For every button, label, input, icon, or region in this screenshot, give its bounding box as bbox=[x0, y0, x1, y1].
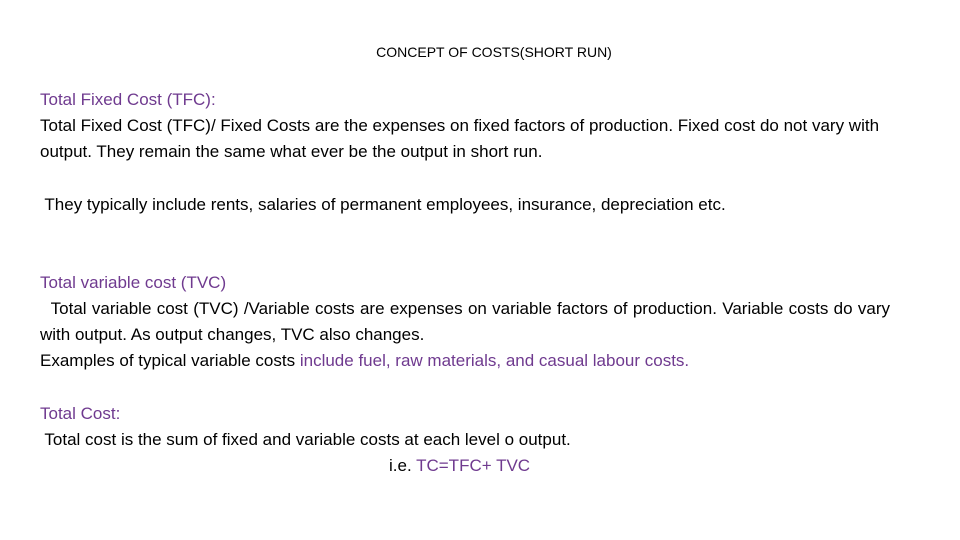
tvc-definition: Total variable cost (TVC) /Variable costs are expenses on variable factors of production. Variable costs do vary with output. As output changes, TVC also changes. bbox=[40, 299, 895, 344]
tvc-examples bbox=[40, 348, 890, 374]
tc-formula-line bbox=[40, 453, 890, 479]
tfc-examples-section bbox=[40, 192, 890, 218]
tfc-examples: They typically include rents, salaries of permanent employees, insurance, depreciation etc. bbox=[40, 195, 726, 214]
tvc-examples-highlight: include fuel, raw materials, and casual labour costs. bbox=[299, 351, 690, 370]
tvc-examples-prefix: Examples of typical variable costs bbox=[40, 351, 300, 370]
tfc-section bbox=[40, 87, 890, 165]
tc-definition: Total cost is the sum of fixed and variable costs at each level o output. bbox=[40, 430, 571, 449]
tc-formula-prefix: i.e. bbox=[389, 456, 417, 475]
tfc-definition: Total Fixed Cost (TFC)/ Fixed Costs are the expenses on fixed factors of production. Fixed cost do not vary with output. They remain the same what ever be the output in short run. bbox=[40, 116, 880, 161]
tc-formula: TC=TFC+ TVC bbox=[416, 456, 531, 475]
tc-heading: Total Cost: bbox=[40, 404, 121, 423]
tfc-heading: Total Fixed Cost (TFC): bbox=[40, 90, 216, 109]
page-title: CONCEPT OF COSTS(SHORT RUN) bbox=[376, 44, 612, 60]
tc-section bbox=[40, 401, 890, 479]
tvc-section bbox=[40, 270, 895, 374]
tvc-heading: Total variable cost (TVC) bbox=[40, 273, 227, 292]
